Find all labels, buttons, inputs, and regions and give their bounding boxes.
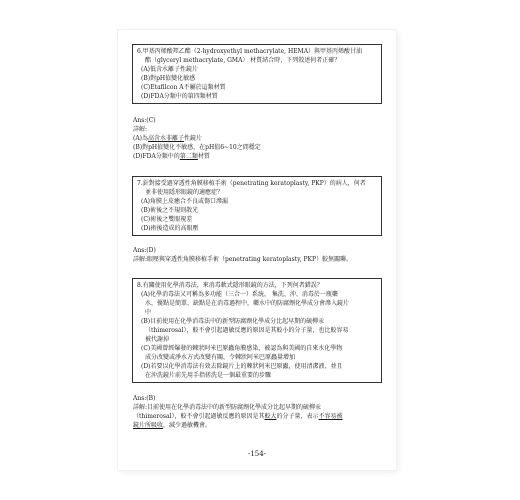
a8-answer: Ans:(B) bbox=[133, 395, 156, 402]
question-8-box bbox=[132, 278, 382, 383]
q8-line-9: (D)若要以化學消毒法有效去除鏡片上的棘狀阿米巴原蟲，使用清潔液、並且 bbox=[141, 363, 343, 370]
a6-line-a-pre: (A)為 bbox=[133, 135, 149, 142]
q8-line-8: 成分改變或淨水方式改變有關，令棘狀阿米巴原蟲量增加 bbox=[145, 354, 296, 361]
a6-line-d bbox=[133, 152, 385, 161]
a8-detail-line1: 詳解:目前使用在化學消毒法中的新型防腐劑化學成分比起早期的硫柳汞 bbox=[133, 404, 322, 411]
q6-stem-line2: 酯（glyceryl methacrylate, GMA） 材質結合時，下列敘述何者正確？ bbox=[145, 57, 341, 64]
a8-detail-line2 bbox=[133, 412, 385, 421]
q7-option-d: (D)術後造成的高眼壓 bbox=[141, 225, 199, 232]
a8-line3-underlined: 鏡片所吸收 bbox=[133, 422, 164, 429]
a8-line3-post: ，減少過敏機會。 bbox=[163, 422, 212, 429]
question-6-box bbox=[132, 44, 382, 104]
a6-line-a bbox=[133, 134, 385, 143]
answer-7 bbox=[133, 246, 385, 264]
q8-line-7: (C)美國曾經爆發的棘狀阿米巴原蟲角膜感染，被認為與美國的自來水化學物 bbox=[141, 345, 343, 352]
q6-option-b: (B)對pH值變化敏感 bbox=[141, 75, 196, 82]
a6-line-d-pre: (D)FDA分類中的 bbox=[133, 153, 180, 160]
a6-line-b: (B)對pH值變化不敏感，在pH值6~10之間穩定 bbox=[133, 144, 261, 151]
document-page bbox=[118, 30, 396, 470]
q8-line-6: 被代謝掉 bbox=[145, 336, 170, 343]
a6-line-a-underlined: 高含水非離子 bbox=[148, 135, 185, 142]
a6-detail-label: 詳解: bbox=[133, 126, 148, 133]
q8-line-1: (A)化學消毒法又可稱為多功能（三合一）系統， 集洗、沖、消毒於一瓶藥 bbox=[141, 291, 338, 298]
answer-8 bbox=[133, 394, 385, 430]
q8-stem: 8.有關使用化學消毒法，來消毒軟式隱形眼鏡的方法，下列何者錯誤？ bbox=[137, 282, 323, 289]
q8-line-5: （thimerosal），較不會引起過敏反應的原因是其較小的分子量，也比較容易 bbox=[145, 327, 349, 334]
q6-option-d: (D)FDA分類中的第四類材質 bbox=[141, 93, 218, 100]
a6-line-d-post: 材質 bbox=[197, 153, 210, 160]
answer-6 bbox=[133, 116, 385, 161]
a6-line-d-underlined: 第二類 bbox=[179, 153, 198, 160]
q6-option-a: (A)低含水離子性鏡片 bbox=[141, 66, 199, 73]
a6-line-a-post: 性鏡片 bbox=[184, 135, 203, 142]
q7-option-a: (A)角膜上皮癒合不良或傷口滲漏 bbox=[141, 198, 229, 205]
q7-option-c: (C)術後之雙眼視差 bbox=[141, 216, 193, 223]
page-number: -154- bbox=[247, 450, 267, 458]
a8-detail-line3 bbox=[133, 421, 385, 430]
q7-stem-line1: 7.針對接受過穿透性角膜移植手術（penetrating keratoplasty, PKP）的病人，何者 bbox=[137, 180, 366, 187]
q6-option-c: (C)Etafilcon A不屬於這類材質 bbox=[141, 84, 226, 91]
a8-line2-underlined-1: 較大 bbox=[264, 413, 277, 420]
a7-answer: Ans:(D) bbox=[133, 247, 156, 254]
q8-line-4: (B)目前使用在化學消毒法中的新型防腐劑化學成分比起早期的硫柳汞 bbox=[141, 318, 325, 325]
a8-line2-mid: 的分子量，表示 bbox=[276, 413, 319, 420]
q7-option-b: (B)術後之不規則散光 bbox=[141, 207, 199, 214]
q6-stem-line1: 6.甲基丙烯酸羥乙酯（2-hydroxyethyl methacrylate, HEMA）與甲基丙烯酸甘油 bbox=[137, 48, 363, 55]
q8-line-2: 水，優點是簡單、缺點是在消毒過程中，藥水中的防腐劑化學成分會滲入鏡片 bbox=[145, 300, 350, 307]
a6-answer: Ans:(C) bbox=[133, 117, 156, 124]
question-7-box bbox=[132, 176, 382, 236]
a8-line2-underlined-2: 不容易被 bbox=[318, 413, 343, 420]
a7-detail: 詳解:眼壓與穿透性角膜移植手術（penetrating keratoplasty, PKP）較無關聯。 bbox=[133, 256, 353, 263]
q8-line-10: 在沖洗鏡片前先用手指搓洗是一個最重要的步驟 bbox=[145, 372, 272, 379]
q8-line-3: 中 bbox=[145, 309, 152, 316]
q7-stem-line2: 並非使用隱形眼鏡的適應症？ bbox=[145, 189, 224, 196]
a8-line2-pre: （thimerosal），較不會引起過敏反應的原因是其 bbox=[133, 413, 265, 420]
